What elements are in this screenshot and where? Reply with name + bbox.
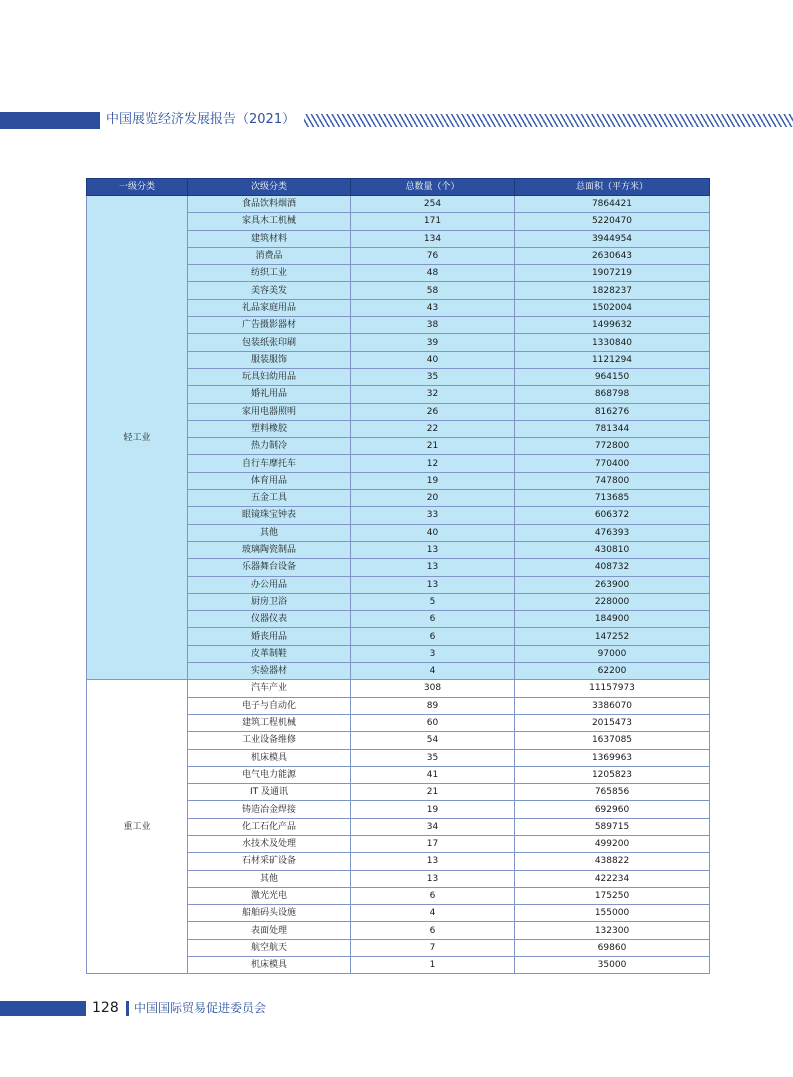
area-cell: 2630643 bbox=[515, 247, 710, 264]
area-cell: 175250 bbox=[515, 887, 710, 904]
sub-category-cell: 其他 bbox=[188, 870, 351, 887]
count-cell: 6 bbox=[351, 922, 515, 939]
exhibition-category-table bbox=[86, 178, 710, 974]
area-cell: 765856 bbox=[515, 784, 710, 801]
count-cell: 6 bbox=[351, 887, 515, 904]
area-cell: 184900 bbox=[515, 611, 710, 628]
sub-category-cell: 婚礼用品 bbox=[188, 386, 351, 403]
count-cell: 13 bbox=[351, 576, 515, 593]
header-band bbox=[0, 112, 100, 129]
area-cell: 5220470 bbox=[515, 213, 710, 230]
count-cell: 43 bbox=[351, 299, 515, 316]
area-cell: 1637085 bbox=[515, 732, 710, 749]
sub-category-cell: IT 及通讯 bbox=[188, 784, 351, 801]
page-number: 128 bbox=[92, 1000, 119, 1016]
area-cell: 476393 bbox=[515, 524, 710, 541]
count-cell: 26 bbox=[351, 403, 515, 420]
count-cell: 39 bbox=[351, 334, 515, 351]
area-cell: 97000 bbox=[515, 645, 710, 662]
sub-category-cell: 体育用品 bbox=[188, 472, 351, 489]
sub-category-cell: 自行车摩托车 bbox=[188, 455, 351, 472]
sub-category-cell: 皮革制鞋 bbox=[188, 645, 351, 662]
primary-category-cell: 轻工业 bbox=[87, 196, 188, 680]
table-row bbox=[87, 680, 710, 697]
area-cell: 868798 bbox=[515, 386, 710, 403]
area-cell: 692960 bbox=[515, 801, 710, 818]
count-cell: 171 bbox=[351, 213, 515, 230]
area-cell: 770400 bbox=[515, 455, 710, 472]
sub-category-cell: 服装服饰 bbox=[188, 351, 351, 368]
sub-category-cell: 美容美发 bbox=[188, 282, 351, 299]
sub-category-cell: 工业设备维修 bbox=[188, 732, 351, 749]
area-cell: 2015473 bbox=[515, 714, 710, 731]
area-cell: 11157973 bbox=[515, 680, 710, 697]
count-cell: 48 bbox=[351, 265, 515, 282]
count-cell: 40 bbox=[351, 351, 515, 368]
area-cell: 1828237 bbox=[515, 282, 710, 299]
footer-divider bbox=[126, 1001, 129, 1016]
table-header-row bbox=[87, 179, 710, 196]
area-cell: 155000 bbox=[515, 905, 710, 922]
sub-category-cell: 机床模具 bbox=[188, 749, 351, 766]
sub-category-cell: 家具木工机械 bbox=[188, 213, 351, 230]
sub-category-cell: 热力制冷 bbox=[188, 438, 351, 455]
count-cell: 308 bbox=[351, 680, 515, 697]
count-cell: 21 bbox=[351, 784, 515, 801]
sub-category-cell: 航空航天 bbox=[188, 939, 351, 956]
sub-category-cell: 电气电力能源 bbox=[188, 766, 351, 783]
sub-category-cell: 礼品家庭用品 bbox=[188, 299, 351, 316]
area-cell: 132300 bbox=[515, 922, 710, 939]
sub-category-cell: 眼镜珠宝钟表 bbox=[188, 507, 351, 524]
sub-category-cell: 建筑工程机械 bbox=[188, 714, 351, 731]
sub-category-cell: 纺织工业 bbox=[188, 265, 351, 282]
sub-category-cell: 石材采矿设备 bbox=[188, 853, 351, 870]
area-cell: 7864421 bbox=[515, 196, 710, 213]
area-cell: 62200 bbox=[515, 663, 710, 680]
column-header-area: 总面积（平方米） bbox=[515, 179, 710, 196]
area-cell: 589715 bbox=[515, 818, 710, 835]
count-cell: 89 bbox=[351, 697, 515, 714]
count-cell: 32 bbox=[351, 386, 515, 403]
column-header-sub-category: 次级分类 bbox=[188, 179, 351, 196]
sub-category-cell: 玻璃陶瓷制品 bbox=[188, 541, 351, 558]
count-cell: 54 bbox=[351, 732, 515, 749]
sub-category-cell: 汽车产业 bbox=[188, 680, 351, 697]
area-cell: 69860 bbox=[515, 939, 710, 956]
sub-category-cell: 水技术及处理 bbox=[188, 835, 351, 852]
footer-band bbox=[0, 1001, 86, 1016]
sub-category-cell: 办公用品 bbox=[188, 576, 351, 593]
count-cell: 134 bbox=[351, 230, 515, 247]
sub-category-cell: 塑料橡胶 bbox=[188, 420, 351, 437]
sub-category-cell: 乐器舞台设备 bbox=[188, 559, 351, 576]
area-cell: 1330840 bbox=[515, 334, 710, 351]
count-cell: 7 bbox=[351, 939, 515, 956]
sub-category-cell: 消费品 bbox=[188, 247, 351, 264]
sub-category-cell: 铸造冶金焊接 bbox=[188, 801, 351, 818]
area-cell: 1502004 bbox=[515, 299, 710, 316]
area-cell: 228000 bbox=[515, 593, 710, 610]
count-cell: 60 bbox=[351, 714, 515, 731]
light-industry-group bbox=[87, 196, 710, 680]
column-header-primary-category: 一级分类 bbox=[87, 179, 188, 196]
area-cell: 3386070 bbox=[515, 697, 710, 714]
count-cell: 20 bbox=[351, 490, 515, 507]
count-cell: 17 bbox=[351, 835, 515, 852]
sub-category-cell: 建筑材料 bbox=[188, 230, 351, 247]
area-cell: 147252 bbox=[515, 628, 710, 645]
area-cell: 263900 bbox=[515, 576, 710, 593]
area-cell: 781344 bbox=[515, 420, 710, 437]
count-cell: 19 bbox=[351, 801, 515, 818]
area-cell: 747800 bbox=[515, 472, 710, 489]
count-cell: 1 bbox=[351, 957, 515, 974]
sub-category-cell: 机床模具 bbox=[188, 957, 351, 974]
area-cell: 430810 bbox=[515, 541, 710, 558]
sub-category-cell: 船舶码头设施 bbox=[188, 905, 351, 922]
area-cell: 1205823 bbox=[515, 766, 710, 783]
area-cell: 3944954 bbox=[515, 230, 710, 247]
area-cell: 1499632 bbox=[515, 317, 710, 334]
area-cell: 713685 bbox=[515, 490, 710, 507]
report-title: 中国展览经济发展报告（2021） bbox=[106, 112, 296, 127]
primary-category-cell: 重工业 bbox=[87, 680, 188, 974]
sub-category-cell: 电子与自动化 bbox=[188, 697, 351, 714]
area-cell: 408732 bbox=[515, 559, 710, 576]
count-cell: 254 bbox=[351, 196, 515, 213]
sub-category-cell: 婚丧用品 bbox=[188, 628, 351, 645]
area-cell: 772800 bbox=[515, 438, 710, 455]
count-cell: 13 bbox=[351, 559, 515, 576]
count-cell: 21 bbox=[351, 438, 515, 455]
area-cell: 499200 bbox=[515, 835, 710, 852]
heavy-industry-group bbox=[87, 680, 710, 974]
area-cell: 606372 bbox=[515, 507, 710, 524]
count-cell: 4 bbox=[351, 905, 515, 922]
header-hatch-decoration bbox=[304, 114, 793, 127]
sub-category-cell: 家用电器照明 bbox=[188, 403, 351, 420]
sub-category-cell: 包装纸张印刷 bbox=[188, 334, 351, 351]
count-cell: 5 bbox=[351, 593, 515, 610]
count-cell: 19 bbox=[351, 472, 515, 489]
count-cell: 34 bbox=[351, 818, 515, 835]
table-row bbox=[87, 196, 710, 213]
area-cell: 438822 bbox=[515, 853, 710, 870]
sub-category-cell: 广告摄影器材 bbox=[188, 317, 351, 334]
sub-category-cell: 化工石化产品 bbox=[188, 818, 351, 835]
sub-category-cell: 激光光电 bbox=[188, 887, 351, 904]
sub-category-cell: 五金工具 bbox=[188, 490, 351, 507]
footer-organization: 中国国际贸易促进委员会 bbox=[134, 1001, 267, 1015]
count-cell: 33 bbox=[351, 507, 515, 524]
sub-category-cell: 其他 bbox=[188, 524, 351, 541]
sub-category-cell: 玩具妇幼用品 bbox=[188, 368, 351, 385]
count-cell: 13 bbox=[351, 853, 515, 870]
column-header-count: 总数量（个） bbox=[351, 179, 515, 196]
sub-category-cell: 厨房卫浴 bbox=[188, 593, 351, 610]
sub-category-cell: 食品饮料烟酒 bbox=[188, 196, 351, 213]
sub-category-cell: 仪器仪表 bbox=[188, 611, 351, 628]
count-cell: 6 bbox=[351, 611, 515, 628]
sub-category-cell: 实验器材 bbox=[188, 663, 351, 680]
count-cell: 38 bbox=[351, 317, 515, 334]
area-cell: 1907219 bbox=[515, 265, 710, 282]
area-cell: 964150 bbox=[515, 368, 710, 385]
count-cell: 35 bbox=[351, 368, 515, 385]
count-cell: 35 bbox=[351, 749, 515, 766]
count-cell: 58 bbox=[351, 282, 515, 299]
count-cell: 4 bbox=[351, 663, 515, 680]
area-cell: 816276 bbox=[515, 403, 710, 420]
count-cell: 22 bbox=[351, 420, 515, 437]
count-cell: 12 bbox=[351, 455, 515, 472]
count-cell: 6 bbox=[351, 628, 515, 645]
area-cell: 422234 bbox=[515, 870, 710, 887]
count-cell: 13 bbox=[351, 541, 515, 558]
count-cell: 76 bbox=[351, 247, 515, 264]
count-cell: 40 bbox=[351, 524, 515, 541]
count-cell: 13 bbox=[351, 870, 515, 887]
area-cell: 1121294 bbox=[515, 351, 710, 368]
area-cell: 1369963 bbox=[515, 749, 710, 766]
area-cell: 35000 bbox=[515, 957, 710, 974]
count-cell: 3 bbox=[351, 645, 515, 662]
count-cell: 41 bbox=[351, 766, 515, 783]
sub-category-cell: 表面处理 bbox=[188, 922, 351, 939]
